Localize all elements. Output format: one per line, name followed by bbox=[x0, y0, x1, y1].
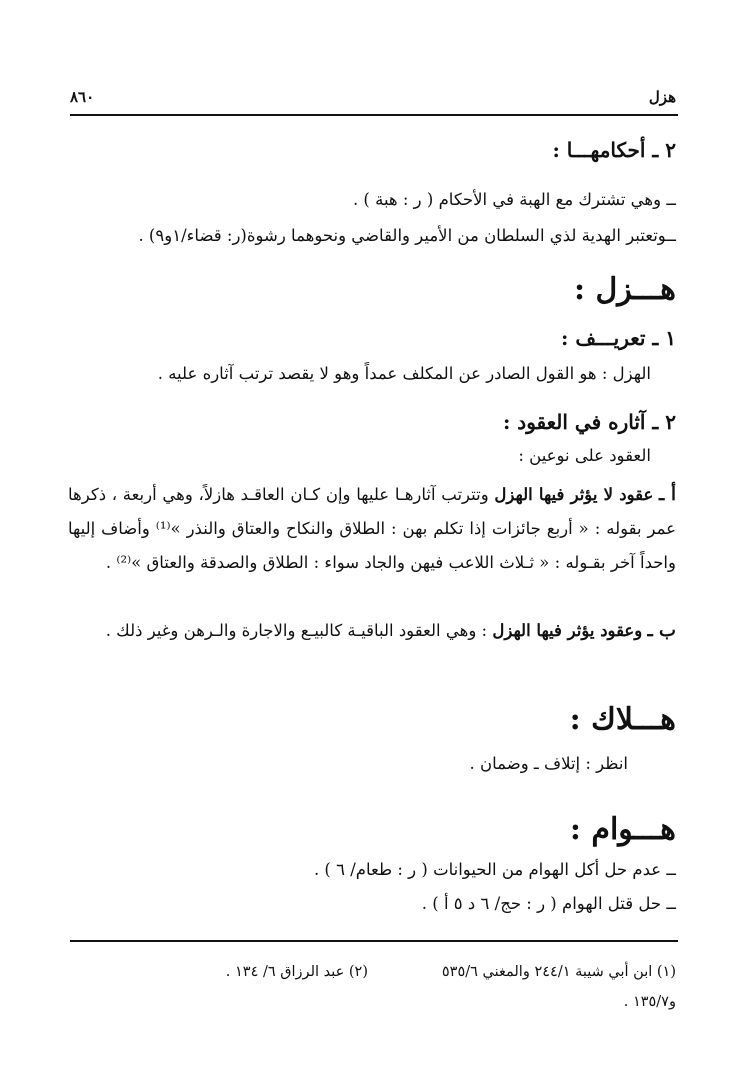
athar-heading: ٢ ـ آثاره في العقود : bbox=[502, 410, 676, 434]
halak-text: انظر : إتلاف ـ وضمان . bbox=[469, 754, 628, 773]
page-number: ٨٦٠ bbox=[70, 88, 95, 106]
entry-title-halak: هـــلاك : bbox=[569, 702, 676, 737]
tarif-heading: ١ ـ تعريـــف : bbox=[561, 326, 676, 350]
header-rule bbox=[70, 114, 678, 116]
ahkam-line-2: ــوتعتبر الهدية لذي السلطان من الأمير والقاضي ونحوهما رشوة(ر: قضاء/١و٩) . bbox=[138, 226, 676, 245]
athar-intro: العقود على نوعين : bbox=[518, 446, 651, 465]
hawam-line-2: ــ حل قتل الهوام ( ر : حج/ ٦ د ٥ أ ) . bbox=[421, 894, 676, 913]
ba-marker: ب ـ bbox=[647, 620, 676, 641]
ba-bold-phrase: وعقود يؤثر فيها الهزل bbox=[492, 621, 643, 640]
ahkam-line-1: ــ وهي تشترك مع الهبة في الأحكام ( ر : هبة ) . bbox=[352, 190, 676, 209]
entry-title-hawam: هـــوام : bbox=[569, 812, 676, 847]
paragraph-ba bbox=[68, 614, 676, 648]
entry-title-hazl: هـــزل : bbox=[573, 272, 676, 307]
footnote-rule bbox=[70, 940, 678, 942]
footnote-2: (٢) عبد الرزاق ٦/ ١٣٤ . bbox=[225, 964, 368, 980]
ahkam-heading: ٢ ـ أحكامهـــا : bbox=[552, 138, 676, 162]
alif-marker: أ ـ bbox=[659, 484, 676, 505]
running-header-entry: هزل bbox=[648, 88, 676, 106]
footnote-1: (١) ابن أبي شيبة ٢٤٤/١ والمغني ٥٣٥/٦ bbox=[441, 964, 676, 980]
alif-bold-phrase: عقود لا يؤثر فيها الهزل bbox=[494, 485, 654, 504]
alif-text: وتترتب آثارهـا عليها وإن كـان العاقـد هازلاً، وهي أربعة ، ذكرها عمر بقوله : « أربع جائزات إذا تكلم بهن : الطلاق والنكاح والعتاق والنذر »⁽¹⁾ وأضاف إليها واحداً آخر بقـوله : « ثـلاث اللاعب فيهن والجاد سواء : الطلاق والصدقة والعتاق »⁽²⁾ . bbox=[68, 485, 676, 572]
paragraph-alif bbox=[68, 478, 676, 580]
hawam-line-1: ــ عدم حل أكل الهوام من الحيوانات ( ر : طعام/ ٦ ) . bbox=[313, 860, 676, 879]
ba-text: : وهي العقود الباقيـة كالبيـع والاجارة والـرهن وغير ذلك . bbox=[105, 621, 488, 640]
footnote-1-continued: و١٣٥/٧ . bbox=[623, 994, 676, 1010]
tarif-text: الهزل : هو القول الصادر عن المكلف عمداً وهو لا يقصد ترتب آثاره عليه . bbox=[157, 364, 651, 383]
